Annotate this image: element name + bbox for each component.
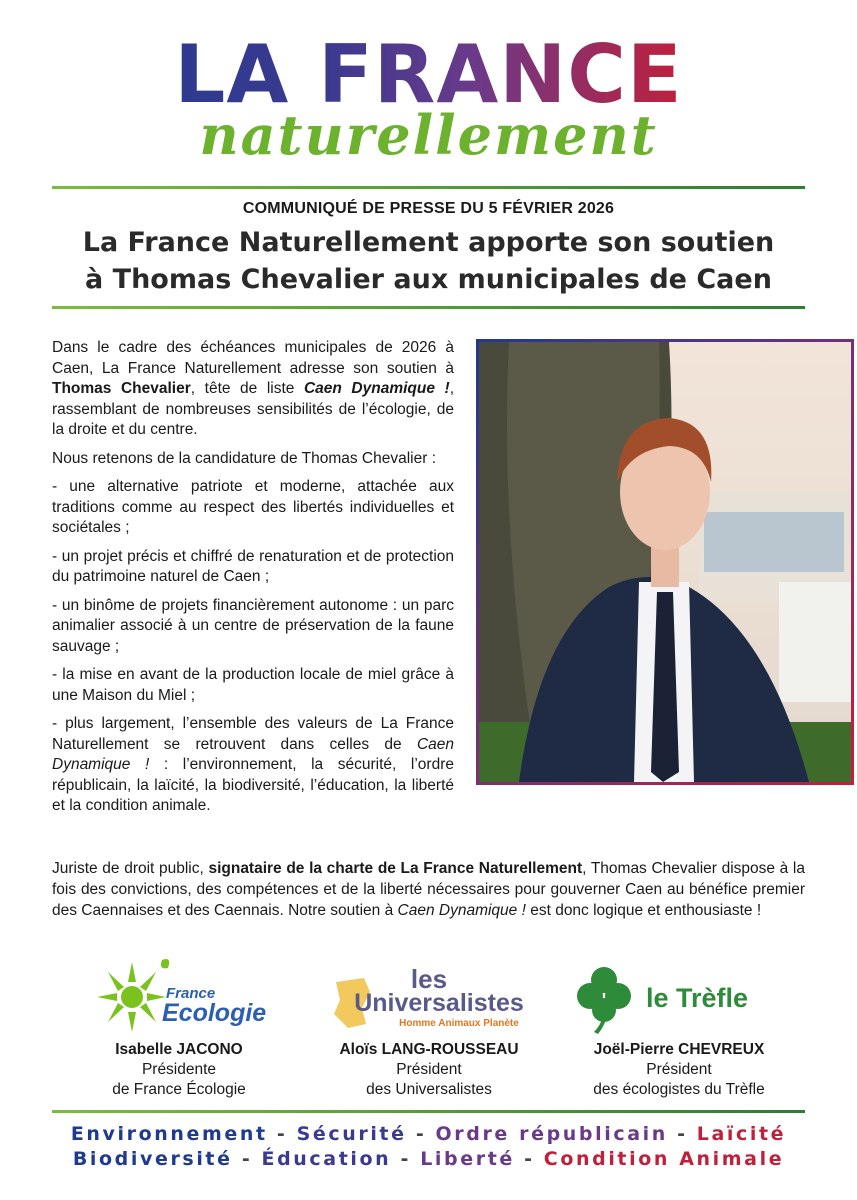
top-divider xyxy=(52,186,805,189)
value-ordre-republicain: Ordre républicain xyxy=(435,1123,668,1145)
value-laicite: Laïcité xyxy=(696,1123,787,1145)
headline-line-1: La France Naturellement apporte son soutien xyxy=(82,227,775,258)
footer-values-line-2: Biodiversité - Éducation - Liberté - Condition Animale xyxy=(72,1148,785,1170)
signer-trefle xyxy=(554,952,804,1100)
signer-org: des écologistes du Trèfle xyxy=(593,1081,765,1098)
bullet-item: - plus largement, l’ensemble des valeurs de La France Naturellement se retrouvent dans celles de Caen Dynamique ! : l’environnement, la sécurité, l’ordre républicain, la laïcité, la biodiversité, l’éducation, la liberté et la condition animale. xyxy=(52,715,454,814)
body-column xyxy=(52,338,454,825)
candidate-photo xyxy=(476,339,854,785)
signer-role: Président xyxy=(396,1061,462,1078)
value-condition-animale: Condition Animale xyxy=(543,1148,785,1170)
value-biodiversite: Biodiversité xyxy=(72,1148,233,1170)
headline-line-2: à Thomas Chevalier aux municipales de Caen xyxy=(85,264,772,295)
conclusion-paragraph: Juriste de droit public, signataire de la charte de La France Naturellement, Thomas Chevalier dispose à la fois des convictions, des compétences et de la liberté nécessaires pour gouverner Caen au bénéfice premier des Caennaises et des Caennais. Notre soutien à Caen Dynamique ! est donc logique et enthousiaste ! xyxy=(52,860,805,919)
trefle-logo: le Trèfle xyxy=(554,952,804,1036)
universalistes-logo: les Universalistes Homme Animaux Planète xyxy=(304,952,554,1036)
signer-role: Président xyxy=(646,1061,712,1078)
candidate-name: Thomas Chevalier xyxy=(52,380,191,397)
signer-france-ecologie xyxy=(54,952,304,1100)
list-name: Caen Dynamique ! xyxy=(303,380,450,397)
candidate-photo-illustration xyxy=(479,342,851,782)
signer-universalistes xyxy=(304,952,554,1100)
footer-values-line-1: Environnement - Sécurité - Ordre républicain - Laïcité xyxy=(70,1123,787,1145)
signer-name: Joël-Pierre CHEVREUX xyxy=(593,1041,765,1058)
bullet-item: - la mise en avant de la production locale de miel grâce à une Maison du Miel ; xyxy=(52,666,454,704)
intro-paragraph: Dans le cadre des échéances municipales de 2026 à Caen, La France Naturellement adresse son soutien à Thomas Chevalier, tête de liste Caen Dynamique !, rassemblant de nombreuses sensibilités de l’écologie, de la droite et du centre. xyxy=(52,339,454,438)
signer-org: de France Écologie xyxy=(112,1081,246,1098)
press-release-label: COMMUNIQUÉ DE PRESSE DU 5 FÉVRIER 2026 xyxy=(242,200,615,217)
headline-divider xyxy=(52,306,805,309)
signer-org: des Universalistes xyxy=(366,1081,492,1098)
bullet-item: - un projet précis et chiffré de renaturation et de protection du patrimoine naturel de Caen ; xyxy=(52,547,454,585)
bullet-item: - un binôme de projets financièrement autonome : un parc animalier associé à un centre de préservation de la faune sauvage ; xyxy=(52,596,454,655)
headline xyxy=(40,224,817,298)
brand-title: LA FRANCE xyxy=(0,30,857,120)
brand-subtitle: naturellement xyxy=(199,103,658,167)
signer-name: Isabelle JACONO xyxy=(115,1041,243,1058)
value-securite: Sécurité xyxy=(296,1123,407,1145)
footer-divider xyxy=(52,1110,805,1113)
signer-name: Aloïs LANG-ROUSSEAU xyxy=(339,1041,519,1058)
bullet-item: - une alternative patriote et moderne, attachée aux traditions comme au respect des libertés individuelles et sociétales ; xyxy=(52,478,454,536)
retain-paragraph: Nous retenons de la candidature de Thomas Chevalier : xyxy=(52,449,436,467)
value-education: Éducation xyxy=(261,1148,392,1170)
signer-role: Présidente xyxy=(141,1061,217,1078)
value-liberte: Liberté xyxy=(420,1148,515,1170)
france-ecologie-logo: France Ecologie xyxy=(54,952,304,1036)
value-environnement: Environnement xyxy=(70,1123,268,1145)
